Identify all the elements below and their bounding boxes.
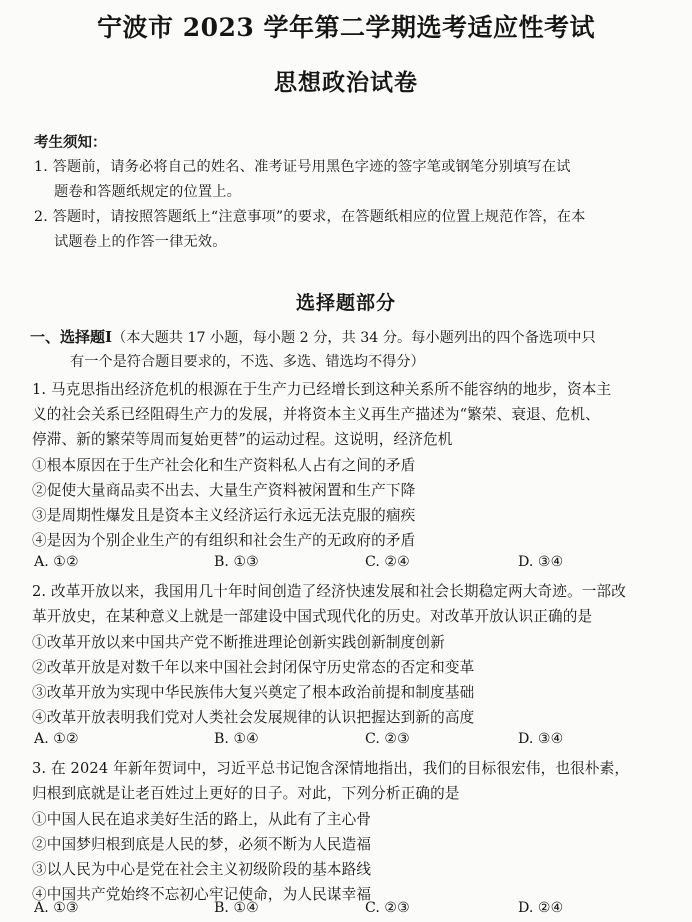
q2-statement-2: ②改革开放是对数千年以来中国社会封闭保守历史常态的否定和变革 (32, 659, 475, 676)
q1-statement-3: ③是周期性爆发且是资本主义经济运行永远无法克服的痼疾 (32, 507, 416, 524)
q3-option-d: D. ②④ (518, 900, 564, 916)
q3-stem-line-1: 3. 在 2024 年新年贺词中，习近平总书记饱含深情地指出，我们的目标很宏伟，也很朴素， (32, 760, 630, 777)
q1-statement-1: ①根本原因在于生产社会化和生产资料私人占有之间的矛盾 (32, 457, 416, 474)
q2-statement-4: ④改革开放表明我们党对人类社会发展规律的认识把握达到新的高度 (32, 709, 475, 726)
notice-item-2-line-2: 试题卷上的作答一律无效。 (54, 234, 227, 250)
part-description-line-1: （本大题共 17 小题，每小题 2 分，共 34 分。每小题列出的四个备选项中只 (112, 330, 596, 346)
q3-statement-1: ①中国人民在追求美好生活的路上，从此有了主心骨 (32, 811, 372, 828)
notice-heading: 考生须知： (34, 134, 107, 151)
q1-option-c: C. ②④ (365, 554, 410, 570)
q3-statement-4: ④中国共产党始终不忘初心牢记使命，为人民谋幸福 (32, 886, 372, 903)
q3-option-b: B. ①④ (214, 900, 259, 916)
q3-option-c: C. ②③ (365, 900, 410, 916)
q2-option-c: C. ②③ (365, 731, 410, 747)
notice-item-1-line-1: 1. 答题前，请务必将自己的姓名、准考证号用黑色字迹的签字笔或钢笔分别填写在试 (34, 159, 571, 175)
q2-statement-3: ③改革开放为实现中华民族伟大复兴奠定了根本政治前提和制度基础 (32, 684, 475, 701)
q2-option-b: B. ①④ (214, 731, 259, 747)
q3-statement-2: ②中国梦归根到底是人民的梦，必须不断为人民造福 (32, 836, 372, 853)
q2-statement-1: ①改革开放以来中国共产党不断推进理论创新实践创新制度创新 (32, 634, 445, 651)
q1-option-d: D. ③④ (518, 554, 564, 570)
q1-option-b: B. ①③ (214, 554, 259, 570)
section-title: 选择题部分 (295, 292, 396, 314)
q3-option-a: A. ①③ (34, 900, 79, 916)
notice-item-1-line-2: 题卷和答题纸规定的位置上。 (54, 184, 242, 200)
q1-option-a: A. ①② (34, 554, 79, 570)
q1-stem-line-3: 停滞、新的繁荣等周而复始更替”的运动过程。这说明，经济危机 (32, 431, 453, 448)
exam-title: 宁波市 2023 学年第二学期选考适应性考试 (97, 13, 595, 42)
notice-item-2-line-1: 2. 答题时，请按照答题纸上“注意事项”的要求，在答题纸相应的位置上规范作答，在本 (34, 209, 586, 225)
part-description-line-2: 有一个是符合题目要求的，不选、多选、错选均不得分） (70, 354, 425, 370)
q1-statement-2: ②促使大量商品卖不出去、大量生产资料被闲置和生产下降 (32, 482, 416, 499)
q1-statement-4: ④是因为个别企业生产的有组织和社会生产的无政府的矛盾 (32, 532, 416, 549)
paper-subtitle: 思想政治试卷 (274, 69, 418, 96)
part-label: 一、选择题Ⅰ (30, 328, 113, 346)
q1-stem-line-1: 1. 马克思指出经济危机的根源在于生产力已经增长到这种关系所不能容纳的地步，资本主 (32, 381, 612, 398)
part-header (30, 326, 596, 347)
q1-stem-line-2: 义的社会关系已经阻碍生产力的发展，并将资本主义再生产描述为“繁荣、衰退、危机、 (32, 406, 600, 423)
q3-statement-3: ③以人民为中心是党在社会主义初级阶段的基本路线 (32, 861, 372, 878)
q3-stem-line-2: 归根到底就是让老百姓过上更好的日子。对此，下列分析正确的是 (32, 785, 460, 802)
q2-option-d: D. ③④ (518, 731, 564, 747)
q2-option-a: A. ①② (34, 731, 79, 747)
q2-stem-line-1: 2. 改革开放以来，我国用几十年时间创造了经济快速发展和社会长期稳定两大奇迹。一部改 (32, 583, 627, 600)
q2-stem-line-2: 革开放史，在某种意义上就是一部建设中国式现代化的历史。对改革开放认识正确的是 (32, 608, 593, 625)
